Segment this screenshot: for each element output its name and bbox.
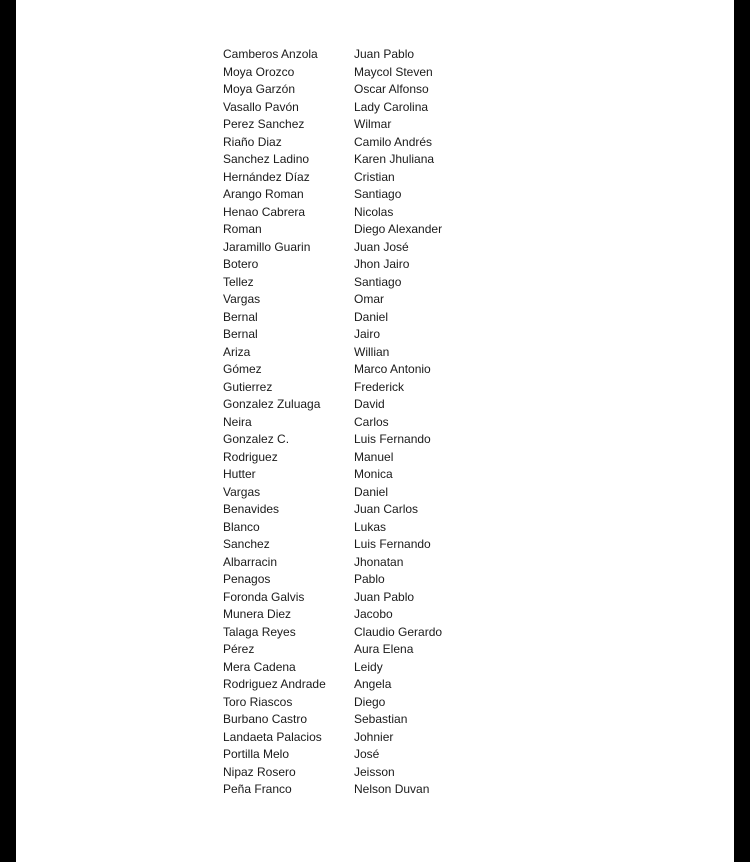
- given-name-cell: Oscar Alfonso: [354, 82, 429, 96]
- surname-cell: Arango Roman: [223, 187, 304, 201]
- given-name-cell: Juan José: [354, 239, 409, 254]
- list-item: [223, 151, 504, 169]
- given-name-cell: Jeisson: [354, 764, 395, 779]
- surname-cell: Benavides: [223, 502, 280, 516]
- list-item: [223, 624, 504, 642]
- surname-cell: Munera Diez: [223, 607, 292, 621]
- given-name-cell: Carlos: [354, 414, 389, 429]
- surname-cell: Perez Sanchez: [223, 117, 305, 131]
- given-name-cell: Luis Fernando: [354, 537, 431, 551]
- list-item: [223, 764, 504, 782]
- surname-cell: Bernal: [223, 327, 258, 341]
- surname-cell: Tellez: [223, 274, 254, 289]
- list-item: [223, 309, 504, 327]
- list-item: [223, 379, 504, 397]
- given-name-cell: Leidy: [354, 659, 383, 674]
- surname-cell: Gómez: [223, 362, 262, 376]
- given-name-cell: Monica: [354, 467, 393, 481]
- surname-cell: Botero: [223, 257, 259, 271]
- surname-cell: Albarracin: [223, 554, 278, 569]
- given-name-cell: Santiago: [354, 274, 402, 289]
- given-name-cell: David: [354, 397, 385, 411]
- surname-cell: Vargas: [223, 292, 261, 306]
- list-item: [223, 64, 504, 82]
- list-item: [223, 46, 504, 64]
- list-item: [223, 134, 504, 152]
- given-name-cell: Santiago: [354, 187, 402, 201]
- name-list: [223, 46, 504, 799]
- given-name-cell: Camilo Andrés: [354, 134, 433, 149]
- surname-cell: Talaga Reyes: [223, 624, 296, 639]
- given-name-cell: Nelson Duvan: [354, 782, 430, 796]
- list-item: [223, 501, 504, 519]
- list-item: [223, 169, 504, 187]
- surname-cell: Nipaz Rosero: [223, 764, 296, 779]
- surname-cell: Hernández Díaz: [223, 169, 310, 184]
- list-item: [223, 606, 504, 624]
- surname-cell: Camberos Anzola: [223, 47, 318, 61]
- list-item: [223, 466, 504, 484]
- list-item: [223, 326, 504, 344]
- given-name-cell: Wilmar: [354, 117, 392, 131]
- given-name-cell: Lukas: [354, 519, 387, 534]
- list-item: [223, 274, 504, 292]
- surname-cell: Rodriguez Andrade: [223, 677, 326, 691]
- list-item: [223, 291, 504, 309]
- given-name-cell: Jairo: [354, 327, 381, 341]
- surname-cell: Ariza: [223, 344, 251, 359]
- list-item: [223, 641, 504, 659]
- list-item: [223, 449, 504, 467]
- given-name-cell: Jacobo: [354, 607, 393, 621]
- surname-cell: Toro Riascos: [223, 694, 293, 709]
- given-name-cell: Claudio Gerardo: [354, 624, 443, 639]
- given-name-cell: Lady Carolina: [354, 99, 429, 114]
- list-item: [223, 361, 504, 379]
- list-item: [223, 729, 504, 747]
- given-name-cell: Diego: [354, 694, 386, 709]
- list-item: [223, 81, 504, 99]
- given-name-cell: Maycol Steven: [354, 64, 433, 79]
- given-name-cell: Angela: [354, 677, 392, 691]
- surname-cell: Peña Franco: [223, 782, 292, 796]
- list-item: [223, 431, 504, 449]
- given-name-cell: Daniel: [354, 484, 389, 499]
- given-name-cell: Karen Jhuliana: [354, 152, 435, 166]
- list-item: [223, 396, 504, 414]
- list-item: [223, 256, 504, 274]
- list-item: [223, 221, 504, 239]
- surname-cell: Neira: [223, 414, 252, 429]
- given-name-cell: Aura Elena: [354, 642, 414, 656]
- given-name-cell: Nicolas: [354, 204, 394, 219]
- surname-cell: Burbano Castro: [223, 712, 308, 726]
- given-name-cell: José: [354, 747, 380, 761]
- surname-cell: Gonzalez Zuluaga: [223, 397, 321, 411]
- given-name-cell: Juan Carlos: [354, 502, 419, 516]
- given-name-cell: Juan Pablo: [354, 47, 415, 61]
- surname-cell: Sanchez: [223, 537, 270, 551]
- list-item: [223, 414, 504, 432]
- surname-cell: Penagos: [223, 572, 271, 586]
- list-item: [223, 536, 504, 554]
- list-item: [223, 659, 504, 677]
- given-name-cell: Willian: [354, 344, 390, 359]
- list-item: [223, 204, 504, 222]
- surname-cell: Vargas: [223, 484, 261, 499]
- given-name-cell: Omar: [354, 292, 384, 306]
- surname-cell: Mera Cadena: [223, 659, 296, 674]
- list-item: [223, 344, 504, 362]
- document-page: [16, 0, 734, 862]
- surname-cell: Gonzalez C.: [223, 432, 290, 446]
- list-item: [223, 554, 504, 572]
- given-name-cell: Manuel: [354, 449, 394, 464]
- surname-cell: Riaño Diaz: [223, 134, 282, 149]
- list-item: [223, 519, 504, 537]
- given-name-cell: Jhon Jairo: [354, 257, 410, 271]
- list-item: [223, 239, 504, 257]
- given-name-cell: Sebastian: [354, 712, 408, 726]
- surname-cell: Bernal: [223, 309, 258, 324]
- given-name-cell: Johnier: [354, 729, 394, 744]
- list-item: [223, 484, 504, 502]
- surname-cell: Blanco: [223, 519, 260, 534]
- given-name-cell: Juan Pablo: [354, 589, 415, 604]
- surname-cell: Jaramillo Guarin: [223, 239, 311, 254]
- surname-cell: Moya Orozco: [223, 64, 295, 79]
- list-item: [223, 676, 504, 694]
- surname-cell: Foronda Galvis: [223, 589, 305, 604]
- list-item: [223, 589, 504, 607]
- list-item: [223, 781, 504, 799]
- surname-cell: Henao Cabrera: [223, 204, 306, 219]
- surname-cell: Sanchez Ladino: [223, 152, 310, 166]
- given-name-cell: Marco Antonio: [354, 362, 431, 376]
- given-name-cell: Luis Fernando: [354, 432, 431, 446]
- given-name-cell: Pablo: [354, 572, 385, 586]
- surname-cell: Pérez: [223, 642, 255, 656]
- surname-cell: Gutierrez: [223, 379, 273, 394]
- list-item: [223, 116, 504, 134]
- surname-cell: Rodriguez: [223, 449, 278, 464]
- list-item: [223, 711, 504, 729]
- surname-cell: Hutter: [223, 467, 256, 481]
- given-name-cell: Cristian: [354, 169, 395, 184]
- surname-cell: Vasallo Pavón: [223, 99, 299, 114]
- list-item: [223, 186, 504, 204]
- list-item: [223, 694, 504, 712]
- given-name-cell: Diego Alexander: [354, 222, 443, 236]
- given-name-cell: Daniel: [354, 309, 389, 324]
- surname-cell: Portilla Melo: [223, 747, 290, 761]
- list-item: [223, 746, 504, 764]
- surname-cell: Landaeta Palacios: [223, 729, 322, 744]
- surname-cell: Moya Garzón: [223, 82, 296, 96]
- surname-cell: Roman: [223, 222, 262, 236]
- given-name-cell: Jhonatan: [354, 554, 404, 569]
- list-item: [223, 571, 504, 589]
- list-item: [223, 99, 504, 117]
- given-name-cell: Frederick: [354, 379, 405, 394]
